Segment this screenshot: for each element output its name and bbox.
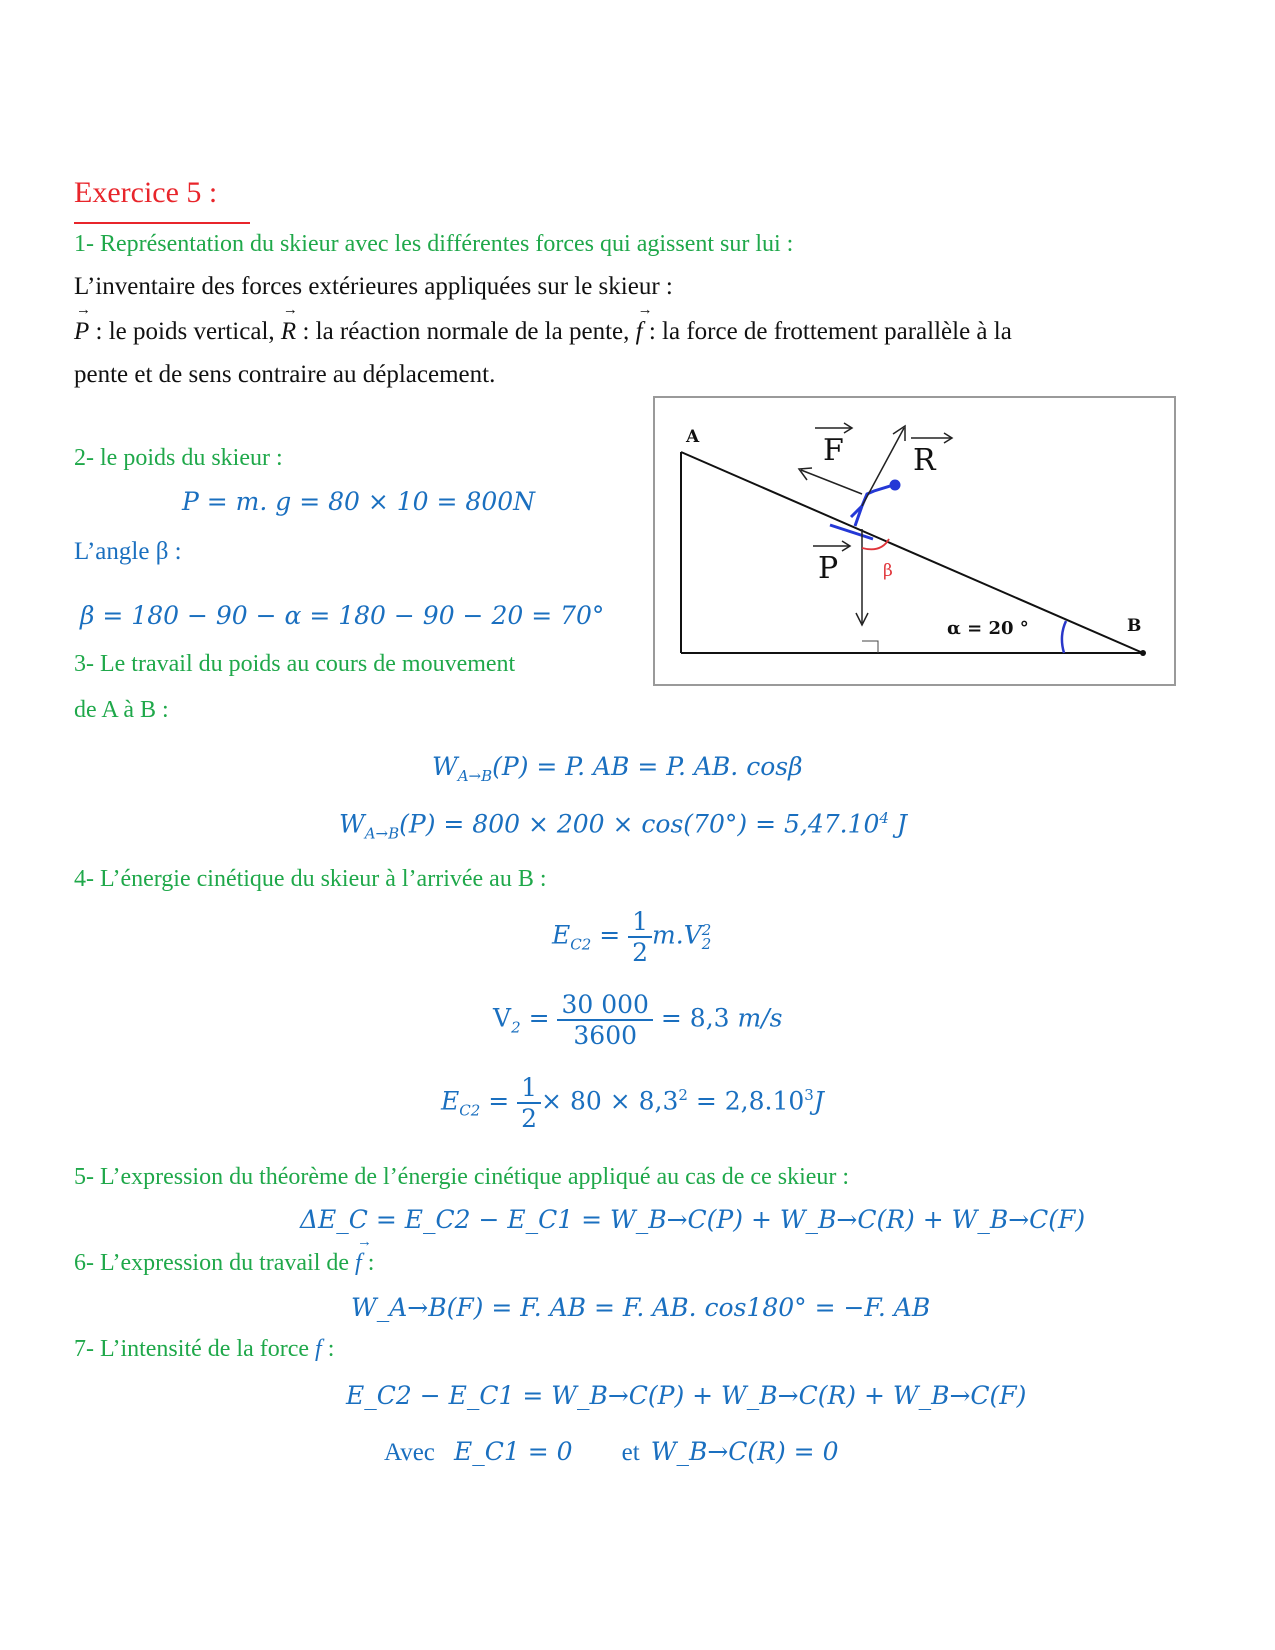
alpha-arc xyxy=(1062,621,1066,653)
q4-heading: 4- L’énergie cinétique du skieur à l’arrivée au B : xyxy=(74,866,547,892)
q5-heading: 5- L’expression du théorème de l’énergie cinétique appliqué au cas de ce skieur : xyxy=(74,1164,850,1190)
label-b: B xyxy=(1127,616,1142,636)
skier xyxy=(830,481,899,539)
q3-heading-line1: 3- Le travail du poids au cours de mouvement xyxy=(74,651,516,677)
slope-line xyxy=(681,452,1143,653)
q1-forces-line xyxy=(74,318,1012,346)
avec-label: Avec xyxy=(384,1439,435,1466)
arrow-r xyxy=(862,428,904,506)
q3-work-formula: $W_{A\to B}(P) = P$. AB = P. AB. cosβ xyxy=(432,752,803,785)
q2-weight-formula: P = m. g = 80 × 10 = 800N xyxy=(182,487,536,516)
q6-heading: 6- L’expression du travail de → f : xyxy=(74,1250,374,1277)
et-label: et xyxy=(621,1439,640,1466)
q1-inventory: L’inventaire des forces extérieures appliquées sur le skieur : xyxy=(74,273,673,300)
q2-angle-label: L’angle β : xyxy=(74,538,182,565)
q2-heading: 2- le poids du skieur : xyxy=(74,445,283,471)
vector-f-symbol: → f xyxy=(636,318,643,346)
q4-velocity-formula: $V_2$ = $\frac{30 000}{3600}$ = 8,3 m/s xyxy=(493,990,783,1050)
label-p: P xyxy=(818,551,839,586)
title-underline xyxy=(74,222,250,224)
label-f-group xyxy=(815,423,852,468)
q2-angle-formula: β = 180 − 90 − α = 180 − 90 − 20 = 70° xyxy=(80,601,605,630)
q1-line-end: pente et de sens contraire au déplacement. xyxy=(74,361,496,388)
incline-figure xyxy=(653,396,1176,686)
q3-heading-line2: de A à B : xyxy=(74,697,169,723)
q3-work-calc: $W_{A\to B}(P) = 800 \times 200 \times \cos(70^\circ) = 5,47.10^4$ J xyxy=(339,809,907,843)
arrow-f xyxy=(801,470,862,494)
label-beta: β xyxy=(883,561,893,581)
f-symbol: f xyxy=(315,1336,322,1362)
label-f: F xyxy=(823,433,844,468)
vector-p-symbol: → P xyxy=(74,318,89,346)
q1-f-desc: : la force de frottement parallèle à la xyxy=(642,318,1012,345)
label-a: A xyxy=(686,427,700,447)
q7-energy-formula: E_C2 − E_C1 = W_B→C(P) + W_B→C(R) + W_B→C(F) xyxy=(346,1381,1027,1410)
condition-wr: W_B→C(R) = 0 xyxy=(650,1437,839,1466)
label-p-group xyxy=(813,541,850,586)
q5-theorem-formula: ΔE_C = E_C2 − E_C1 = W_B→C(P) + W_B→C(R) + W_B→C(F) xyxy=(300,1205,1086,1234)
label-r: R xyxy=(913,443,936,478)
label-r-group xyxy=(911,433,952,478)
vector-f-symbol: → f xyxy=(355,1250,362,1277)
q1-heading: 1- Représentation du skieur avec les différentes forces qui agissent sur lui : xyxy=(74,231,794,257)
incline-diagram xyxy=(655,398,1174,684)
exercise-title: Exercice 5 : xyxy=(74,176,218,209)
q4-ec-calc: $E_{C2}$ = $\frac{1}{2}$ × $80 \times 8,3^2 = 2,8.10^3J$ xyxy=(441,1073,824,1133)
q7-heading: 7- L’intensité de la force f : xyxy=(74,1336,335,1362)
q1-p-desc: : le poids vertical, xyxy=(89,318,281,345)
vector-r-symbol: → R xyxy=(281,318,296,346)
q7-conditions xyxy=(384,1437,839,1467)
point-b xyxy=(1140,650,1146,656)
label-alpha: α = 20 ° xyxy=(947,618,1029,639)
q1-r-desc: : la réaction normale de la pente, xyxy=(296,318,636,345)
q6-work-formula: W_A→B(F) = F. AB = F. AB. cos180° = −F. AB xyxy=(351,1293,931,1322)
right-angle-marker xyxy=(862,641,878,653)
condition-ec1: E_C1 = 0 xyxy=(454,1437,573,1466)
q4-ec-formula: $E_{C2}$ = $\frac{1}{2}$ m.V 2 2 xyxy=(552,907,712,967)
